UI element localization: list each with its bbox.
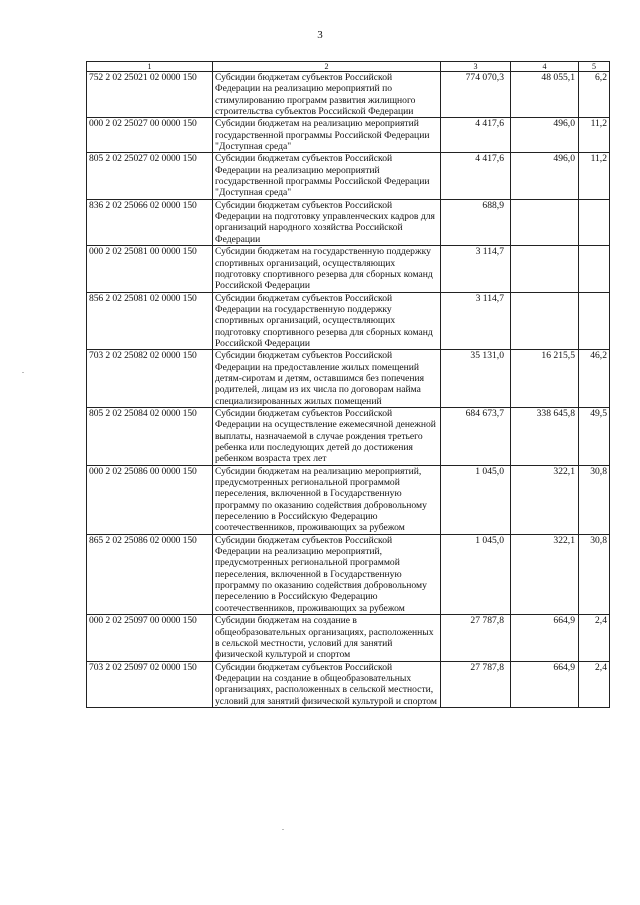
table-row — [87, 118, 610, 153]
col4-value-cell: 496,0 — [511, 118, 579, 153]
budget-code-cell: 703 2 02 25082 02 0000 150 — [87, 350, 213, 408]
col5-percent-cell: 2,4 — [579, 661, 610, 707]
table-row — [87, 292, 610, 350]
col5-percent-cell: 2,4 — [579, 615, 610, 661]
description-cell: Субсидии бюджетам субъектов Российской Федерации на создание в общеобразовательных организациях, расположенных в сельской местности, условий для занятий физической культурой и спортом — [213, 661, 441, 707]
col4-value-cell: 338 645,8 — [511, 407, 579, 465]
col4-value-cell — [511, 246, 579, 292]
budget-code-cell: 805 2 02 25027 02 0000 150 — [87, 153, 213, 199]
table-row — [87, 153, 610, 199]
col3-value-cell: 4 417,6 — [441, 118, 511, 153]
description-cell: Субсидии бюджетам субъектов Российской Федерации на реализацию мероприятий по стимулированию программ развития жилищного строительства субъектов Российской Федерации — [213, 72, 441, 118]
col5-percent-cell: 11,2 — [579, 118, 610, 153]
description-cell: Субсидии бюджетам субъектов Российской Федерации на предоставление жилых помещений детям-сиротам и детям, оставшимся без попечения родителей, лицам из их числа по договорам найма специализированных жилых помещений — [213, 350, 441, 408]
description-cell: Субсидии бюджетам на реализацию мероприятий, предусмотренных региональной программой переселения, включенной в Государственную программу по оказанию содействия добровольному переселению в Российскую Федерацию соотечественников, проживающих за рубежом — [213, 465, 441, 534]
col4-value-cell: 48 055,1 — [511, 72, 579, 118]
col5-percent-cell: 30,8 — [579, 534, 610, 614]
col4-value-cell: 664,9 — [511, 661, 579, 707]
budget-code-cell: 836 2 02 25066 02 0000 150 — [87, 199, 213, 245]
budget-code-cell: 000 2 02 25086 00 0000 150 — [87, 465, 213, 534]
col4-value-cell — [511, 199, 579, 245]
table-row — [87, 246, 610, 292]
table-row — [87, 661, 610, 707]
budget-code-cell: 752 2 02 25021 02 0000 150 — [87, 72, 213, 118]
col3-value-cell: 27 787,8 — [441, 661, 511, 707]
table-row — [87, 465, 610, 534]
col5-percent-cell — [579, 199, 610, 245]
col3-value-cell: 684 673,7 — [441, 407, 511, 465]
col5-percent-cell: 6,2 — [579, 72, 610, 118]
table-row — [87, 615, 610, 661]
col5-percent-cell: 11,2 — [579, 153, 610, 199]
col3-value-cell: 35 131,0 — [441, 350, 511, 408]
col3-value-cell: 4 417,6 — [441, 153, 511, 199]
table-row — [87, 534, 610, 614]
header-col-4: 4 — [511, 62, 579, 72]
col3-value-cell: 3 114,7 — [441, 246, 511, 292]
page-number: 3 — [317, 29, 323, 41]
col3-value-cell: 3 114,7 — [441, 292, 511, 350]
col5-percent-cell: 46,2 — [579, 350, 610, 408]
budget-code-cell: 865 2 02 25086 02 0000 150 — [87, 534, 213, 614]
budget-code-cell: 703 2 02 25097 02 0000 150 — [87, 661, 213, 707]
scan-speck — [282, 829, 284, 830]
description-cell: Субсидии бюджетам субъектов Российской Федерации на государственную поддержку спортивных организаций, осуществляющих подготовку спортивного резерва для сборных команд Российской Федерации — [213, 292, 441, 350]
col4-value-cell — [511, 292, 579, 350]
header-col-1: 1 — [87, 62, 213, 72]
table-row — [87, 72, 610, 118]
table-body — [87, 72, 610, 708]
col5-percent-cell — [579, 246, 610, 292]
header-col-5: 5 — [579, 62, 610, 72]
description-cell: Субсидии бюджетам субъектов Российской Федерации на подготовку управленческих кадров для организаций народного хозяйства Российской Федерации — [213, 199, 441, 245]
scan-speck — [22, 372, 24, 373]
budget-code-cell: 805 2 02 25084 02 0000 150 — [87, 407, 213, 465]
description-cell: Субсидии бюджетам субъектов Российской Федерации на реализацию мероприятий, предусмотренных региональной программой переселения, включенной в Государственную программу по оказанию содействия добровольному переселению в Российскую Федерацию соотечественников, проживающих за рубежом — [213, 534, 441, 614]
col3-value-cell: 774 070,3 — [441, 72, 511, 118]
budget-code-cell: 000 2 02 25081 00 0000 150 — [87, 246, 213, 292]
header-col-2: 2 — [213, 62, 441, 72]
budget-code-cell: 000 2 02 25027 00 0000 150 — [87, 118, 213, 153]
col4-value-cell: 322,1 — [511, 534, 579, 614]
description-cell: Субсидии бюджетам на создание в общеобразовательных организациях, расположенных в сельской местности, условий для занятий физической культурой и спортом — [213, 615, 441, 661]
description-cell: Субсидии бюджетам на государственную поддержку спортивных организаций, осуществляющих подготовку спортивного резерва для сборных команд Российской Федерации — [213, 246, 441, 292]
col4-value-cell: 496,0 — [511, 153, 579, 199]
table-row — [87, 350, 610, 408]
col3-value-cell: 27 787,8 — [441, 615, 511, 661]
budget-code-cell: 856 2 02 25081 02 0000 150 — [87, 292, 213, 350]
description-cell: Субсидии бюджетам субъектов Российской Федерации на реализацию мероприятий государственной программы Российской Федерации "Доступная среда" — [213, 153, 441, 199]
col3-value-cell: 688,9 — [441, 199, 511, 245]
description-cell: Субсидии бюджетам на реализацию мероприятий государственной программы Российской Федерации "Доступная среда" — [213, 118, 441, 153]
col3-value-cell: 1 045,0 — [441, 534, 511, 614]
col4-value-cell: 664,9 — [511, 615, 579, 661]
table-row — [87, 407, 610, 465]
header-row — [87, 62, 610, 72]
col5-percent-cell: 49,5 — [579, 407, 610, 465]
budget-table — [86, 61, 610, 708]
col5-percent-cell — [579, 292, 610, 350]
col4-value-cell: 322,1 — [511, 465, 579, 534]
table-row — [87, 199, 610, 245]
budget-code-cell: 000 2 02 25097 00 0000 150 — [87, 615, 213, 661]
col3-value-cell: 1 045,0 — [441, 465, 511, 534]
col4-value-cell: 16 215,5 — [511, 350, 579, 408]
col5-percent-cell: 30,8 — [579, 465, 610, 534]
description-cell: Субсидии бюджетам субъектов Российской Федерации на осуществление ежемесячной денежной выплаты, назначаемой в случае рождения третьего ребенка или последующих детей до достижения ребенком возраста трех лет — [213, 407, 441, 465]
header-col-3: 3 — [441, 62, 511, 72]
